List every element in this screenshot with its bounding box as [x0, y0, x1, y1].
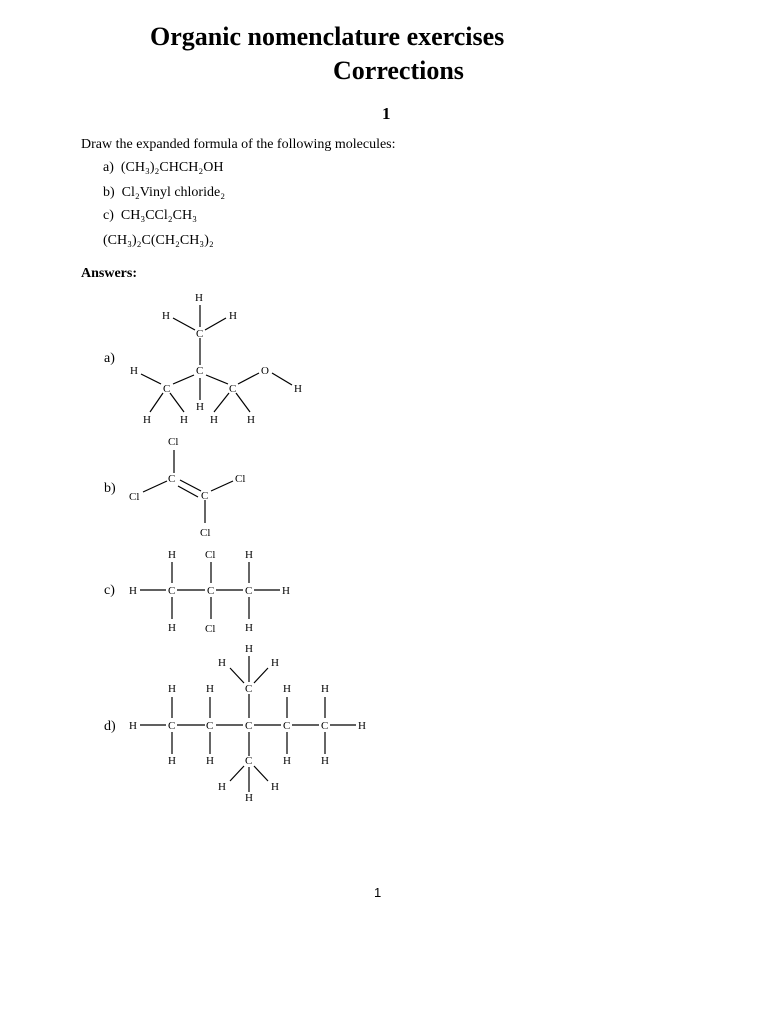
exercise-instruction: Draw the expanded formula of the following molecules:: [81, 137, 396, 152]
answer-label-d: d): [104, 719, 116, 734]
structures-diagram: [0, 280, 768, 820]
atom-h: H: [282, 585, 290, 597]
item-label: a): [103, 160, 114, 175]
structure-d: [104, 643, 366, 804]
atom-h: H: [196, 401, 204, 413]
atom-h: H: [168, 683, 176, 695]
answers-heading: Answers:: [81, 266, 137, 281]
atom-h: H: [168, 622, 176, 634]
atom-c: C: [196, 365, 204, 377]
atom-cl: Cl: [129, 491, 140, 503]
atom-c: C: [321, 720, 329, 732]
atom-h: H: [180, 414, 188, 426]
item-label: c): [103, 208, 114, 223]
atom-h: H: [129, 720, 137, 732]
answer-label-b: b): [104, 481, 116, 496]
atom-c: C: [201, 490, 209, 502]
atom-h: H: [218, 781, 226, 793]
atom-c: C: [168, 720, 176, 732]
item-formula: (CH₃)₂C(CH₂CH₃)₂: [103, 233, 214, 248]
answer-label-c: c): [104, 583, 115, 598]
item-formula: Cl₂Vinyl chloride₂: [121, 185, 226, 200]
structure-b: [104, 436, 245, 539]
atom-h: H: [247, 414, 255, 426]
atom-cl: Cl: [205, 623, 216, 635]
exercise-item-a: [103, 160, 223, 176]
exercise-item-c: [103, 208, 197, 224]
atom-h: H: [283, 683, 291, 695]
atom-cl: Cl: [168, 436, 179, 448]
atom-c: C: [245, 683, 253, 695]
atom-h: H: [129, 585, 137, 597]
exercise-item-d: [103, 233, 214, 249]
structure-c: [104, 549, 290, 635]
atom-c: C: [245, 720, 253, 732]
atom-c: C: [163, 383, 171, 395]
item-label: b): [103, 185, 115, 200]
atom-cl: Cl: [200, 527, 211, 539]
page-number: 1: [374, 885, 382, 900]
atom-h: H: [271, 781, 279, 793]
atom-cl: Cl: [235, 473, 246, 485]
item-formula: CH₃CCl₂CH₃: [120, 208, 197, 223]
atom-h: H: [245, 792, 253, 804]
atom-h: H: [245, 622, 253, 634]
atom-h: H: [206, 755, 214, 767]
atom-c: C: [245, 585, 253, 597]
atom-h: H: [143, 414, 151, 426]
atom-h: H: [321, 683, 329, 695]
atom-h: H: [245, 643, 253, 655]
item-formula: (CH₃)₂CHCH₂OH: [120, 160, 224, 175]
atom-c: C: [207, 585, 215, 597]
atom-h: H: [294, 383, 302, 395]
page-subtitle: Corrections: [333, 56, 464, 85]
atom-h: H: [283, 755, 291, 767]
page-title: Organic nomenclature exercises: [150, 22, 505, 51]
answer-label-a: a): [104, 351, 115, 366]
atom-c: C: [206, 720, 214, 732]
atom-h: H: [218, 657, 226, 669]
atom-o: O: [261, 365, 269, 377]
atom-h: H: [162, 310, 170, 322]
atom-h: H: [358, 720, 366, 732]
atom-cl: Cl: [205, 549, 216, 561]
atom-h: H: [168, 549, 176, 561]
atom-c: C: [229, 383, 237, 395]
atom-c: C: [196, 328, 204, 340]
atom-c: C: [245, 755, 253, 767]
atom-h: H: [168, 755, 176, 767]
section-number: 1: [382, 104, 391, 123]
structure-a: [104, 292, 302, 426]
atom-h: H: [229, 310, 237, 322]
exercise-item-b: [103, 185, 225, 201]
atom-c: C: [168, 473, 176, 485]
atom-h: H: [130, 365, 138, 377]
atom-h: H: [206, 683, 214, 695]
atom-c: C: [283, 720, 291, 732]
atom-h: H: [245, 549, 253, 561]
atom-h: H: [210, 414, 218, 426]
atom-c: C: [168, 585, 176, 597]
atom-h: H: [195, 292, 203, 304]
atom-h: H: [321, 755, 329, 767]
atom-h: H: [271, 657, 279, 669]
